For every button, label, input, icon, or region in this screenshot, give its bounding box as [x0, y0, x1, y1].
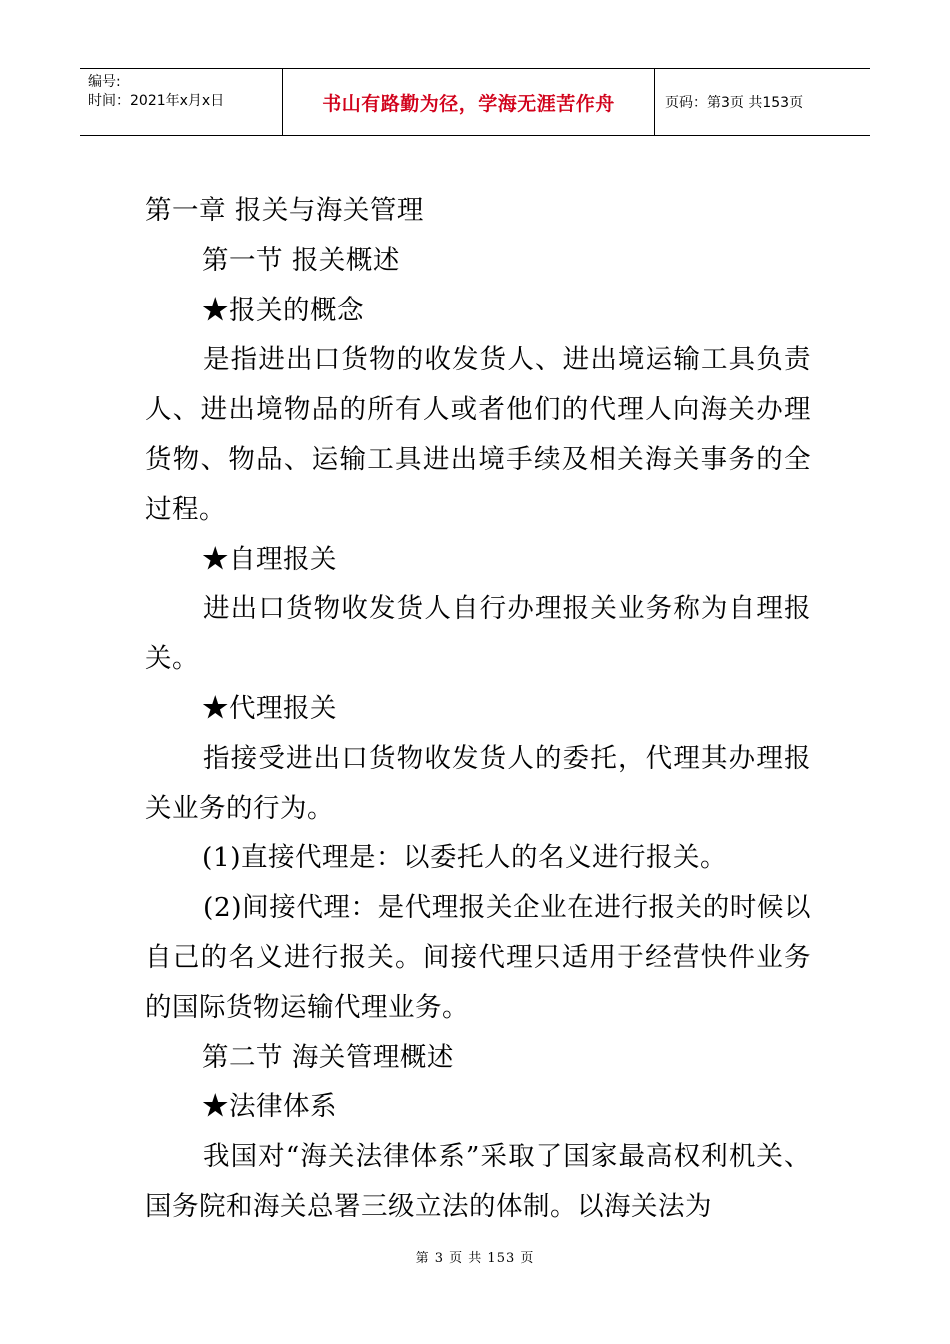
heading-concept: ★报关的概念 [202, 294, 364, 326]
section-title-2: 第二节 海关管理概述 [202, 1041, 454, 1073]
paragraph-legal-system: 我国对“海关法律体系”采取了国家最高权利机关、国务院和海关总署三级立法的体制。以海关法为 [145, 1141, 811, 1222]
header-page-info: 页码：第3页 共153页 [665, 95, 804, 111]
document-time-label: 时间：2021年x月x日 [88, 93, 225, 109]
page-header [80, 68, 870, 136]
document-number-label: 编号: [88, 74, 121, 90]
section-title-1: 第一节 报关概述 [202, 244, 400, 276]
header-motto-cell [282, 69, 655, 135]
paragraph-concept: 是指进出口货物的收发货人、进出境运输工具负责人、进出境物品的所有人或者他们的代理人向海关办理货物、物品、运输工具进出境手续及相关海关事务的全过程。 [145, 344, 811, 525]
chapter-title: 第一章 报关与海关管理 [145, 195, 424, 226]
list-item-direct-agent: (1)直接代理是：以委托人的名义进行报关。 [202, 842, 728, 874]
page-footer: 第 3 页 共 153 页 [415, 1251, 535, 1266]
list-item-indirect-agent: (2)间接代理：是代理报关企业在进行报关的时候以自己的名义进行报关。间接代理只适用于经营快件业务的国际货物运输代理业务。 [145, 892, 811, 1023]
paragraph-self-declaration: 进出口货物收发货人自行办理报关业务称为自理报关。 [145, 593, 811, 675]
heading-agent-declaration: ★代理报关 [202, 692, 337, 724]
header-motto: 书山有路勤为径，学海无涯苦作舟 [322, 92, 615, 115]
header-meta-cell [80, 69, 282, 135]
heading-self-declaration: ★自理报关 [202, 543, 337, 575]
heading-legal-system: ★法律体系 [202, 1091, 337, 1123]
paragraph-agent-declaration: 指接受进出口货物收发货人的委托，代理其办理报关业务的行为。 [145, 742, 811, 824]
header-page-cell [655, 69, 870, 135]
document-body [145, 186, 811, 1232]
